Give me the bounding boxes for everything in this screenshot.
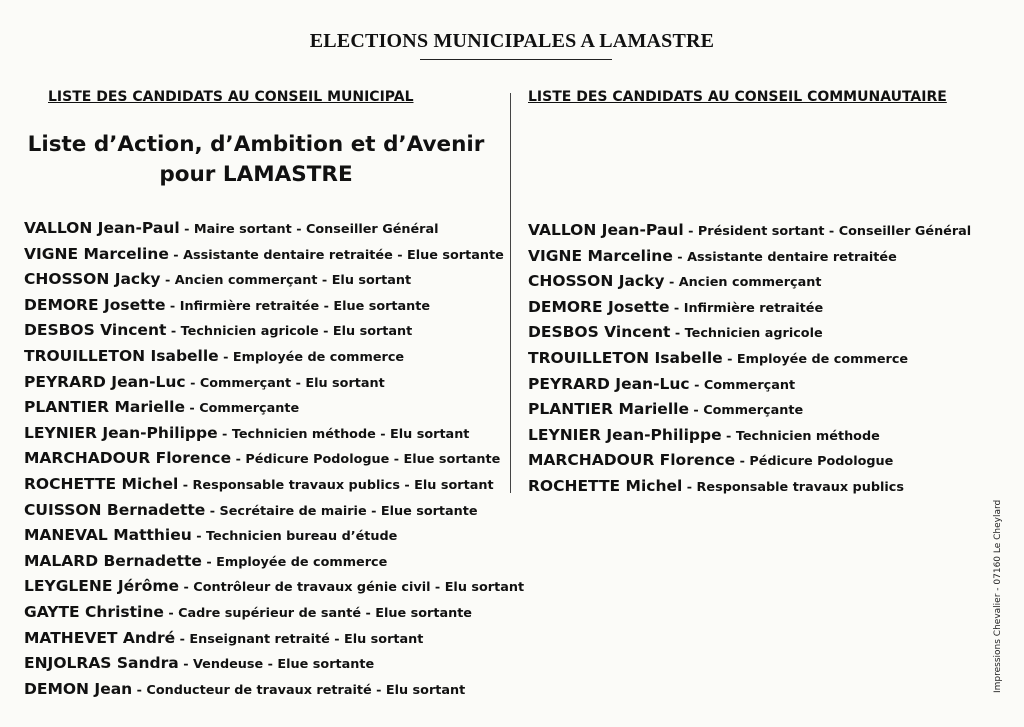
municipal-candidate-row [24, 420, 524, 446]
candidate-description: - Employée de commerce [218, 349, 405, 365]
candidate-name: MARCHADOUR Florence [528, 451, 736, 470]
candidate-name: PEYRARD Jean-Luc [24, 372, 186, 391]
community-candidate-row [528, 345, 971, 371]
municipal-candidate-row [24, 650, 524, 676]
candidate-name: TROUILLETON Isabelle [24, 346, 219, 365]
candidate-name: CHOSSON Jacky [24, 270, 161, 289]
municipal-candidate-row [24, 676, 524, 702]
community-candidate-row [528, 396, 971, 422]
municipal-candidate-row [24, 522, 524, 548]
candidate-name: ROCHETTE Michel [528, 476, 683, 495]
candidate-description: - Pédicure Podologue - Elue sortante [231, 452, 501, 468]
candidate-name: GAYTE Christine [24, 602, 164, 621]
candidate-name: MATHEVET André [24, 628, 176, 647]
candidate-description: - Commerçant - Elu sortant [185, 375, 385, 391]
candidate-name: VALLON Jean-Paul [528, 221, 684, 239]
candidate-description: - Cadre supérieur de santé - Elue sortante [163, 605, 472, 621]
candidate-name: DESBOS Vincent [24, 321, 167, 340]
candidate-description: - Pédicure Podologue [735, 454, 894, 470]
candidate-name: VALLON Jean-Paul [24, 219, 180, 237]
candidate-name: DEMORE Josette [24, 295, 166, 314]
candidate-description: - Assistante dentaire retraitée [672, 249, 897, 265]
list-title [12, 130, 500, 190]
candidate-description: - Ancien commerçant - Elu sortant [160, 273, 412, 289]
candidate-description: - Technicien méthode [721, 428, 880, 444]
candidate-name: ENJOLRAS Sandra [24, 654, 179, 673]
municipal-candidate-list [24, 215, 524, 701]
candidate-description: - Enseignant retraité - Elu sortant [175, 631, 424, 647]
candidate-name: DEMON Jean [24, 679, 133, 698]
candidate-description: - Président sortant - Conseiller Général [683, 224, 972, 239]
candidate-name: CUISSON Bernadette [24, 500, 206, 519]
candidate-name: LEYNIER Jean-Philippe [24, 423, 218, 442]
candidate-name: VIGNE Marceline [24, 244, 169, 263]
community-candidate-row [528, 217, 971, 243]
candidate-description: - Secrétaire de mairie - Elue sortante [205, 503, 478, 519]
candidate-name: MALARD Bernadette [24, 551, 202, 570]
municipal-candidate-row [24, 266, 524, 292]
candidate-name: VIGNE Marceline [528, 246, 673, 265]
community-candidate-row [528, 243, 971, 269]
candidate-name: PLANTIER Marielle [24, 398, 185, 417]
candidate-description: - Contrôleur de travaux génie civil - Elu sortant [179, 580, 525, 596]
municipal-candidate-row [24, 445, 524, 471]
candidate-description: - Infirmière retraitée - Elue sortante [165, 298, 431, 314]
community-candidate-row [528, 447, 971, 473]
municipal-candidate-row [24, 292, 524, 318]
printer-credit: Impressions Chevalier - 07160 Le Cheylard [993, 499, 1003, 693]
municipal-candidate-row [24, 241, 524, 267]
municipal-candidate-row [24, 573, 524, 599]
candidate-name: CHOSSON Jacky [528, 272, 665, 291]
community-candidate-row [528, 319, 971, 345]
municipal-candidate-row [24, 625, 524, 651]
candidate-description: - Maire sortant - Conseiller Général [179, 222, 439, 237]
candidate-name: DEMORE Josette [528, 297, 670, 316]
candidate-name: MARCHADOUR Florence [24, 449, 232, 468]
candidate-description: - Ancien commerçant [664, 275, 822, 291]
page-title: ELECTIONS MUNICIPALES A LAMASTRE [309, 30, 715, 52]
candidate-description: - Commerçant [689, 377, 796, 393]
community-candidate-row [528, 473, 971, 499]
candidate-description: - Employée de commerce [722, 351, 909, 367]
candidate-description: - Responsable travaux publics [682, 479, 904, 495]
community-council-heading: LISTE DES CANDIDATS AU CONSEIL COMMUNAUTAIRE [528, 89, 947, 105]
municipal-candidate-row [24, 599, 524, 625]
municipal-council-heading: LISTE DES CANDIDATS AU CONSEIL MUNICIPAL [48, 89, 414, 105]
candidate-name: ROCHETTE Michel [24, 474, 179, 493]
candidate-name: PLANTIER Marielle [528, 400, 689, 419]
community-candidate-row [528, 294, 971, 320]
candidate-description: - Commerçante [688, 403, 804, 419]
candidate-description: - Assistante dentaire retraitée - Elue sortante [168, 247, 504, 263]
candidate-description: - Commerçante [184, 401, 300, 417]
candidate-description: - Technicien bureau d’étude [191, 529, 398, 545]
candidate-name: TROUILLETON Isabelle [528, 348, 723, 367]
candidate-name: DESBOS Vincent [528, 323, 671, 342]
municipal-candidate-row [24, 215, 524, 241]
community-candidate-row [528, 422, 971, 448]
community-candidate-row [528, 371, 971, 397]
candidate-description: - Employée de commerce [201, 554, 388, 570]
candidate-description: - Technicien agricole - Elu sortant [166, 324, 413, 340]
candidate-name: PEYRARD Jean-Luc [528, 374, 690, 393]
candidate-description: - Vendeuse - Elue sortante [178, 657, 375, 673]
list-title-line-1: Liste d’Action, d’Ambition et d’Avenir [27, 132, 485, 157]
municipal-candidate-row [24, 343, 524, 369]
list-title-line-2: pour LAMASTRE [159, 162, 353, 187]
municipal-candidate-row [24, 369, 524, 395]
municipal-candidate-row [24, 317, 524, 343]
candidate-description: - Infirmière retraitée [669, 300, 824, 316]
candidate-description: - Responsable travaux publics - Elu sortant [178, 477, 494, 493]
candidate-name: LEYGLENE Jérôme [24, 577, 180, 596]
candidate-name: LEYNIER Jean-Philippe [528, 425, 722, 444]
community-candidate-row [528, 268, 971, 294]
municipal-candidate-row [24, 471, 524, 497]
candidate-description: - Technicien agricole [670, 326, 823, 342]
municipal-candidate-row [24, 497, 524, 523]
candidate-description: - Conducteur de travaux retraité - Elu sortant [132, 682, 466, 698]
title-underline [420, 59, 612, 60]
municipal-candidate-row [24, 394, 524, 420]
community-candidate-list [528, 217, 971, 499]
candidate-name: MANEVAL Matthieu [24, 526, 192, 545]
municipal-candidate-row [24, 548, 524, 574]
candidate-description: - Technicien méthode - Elu sortant [217, 426, 470, 442]
